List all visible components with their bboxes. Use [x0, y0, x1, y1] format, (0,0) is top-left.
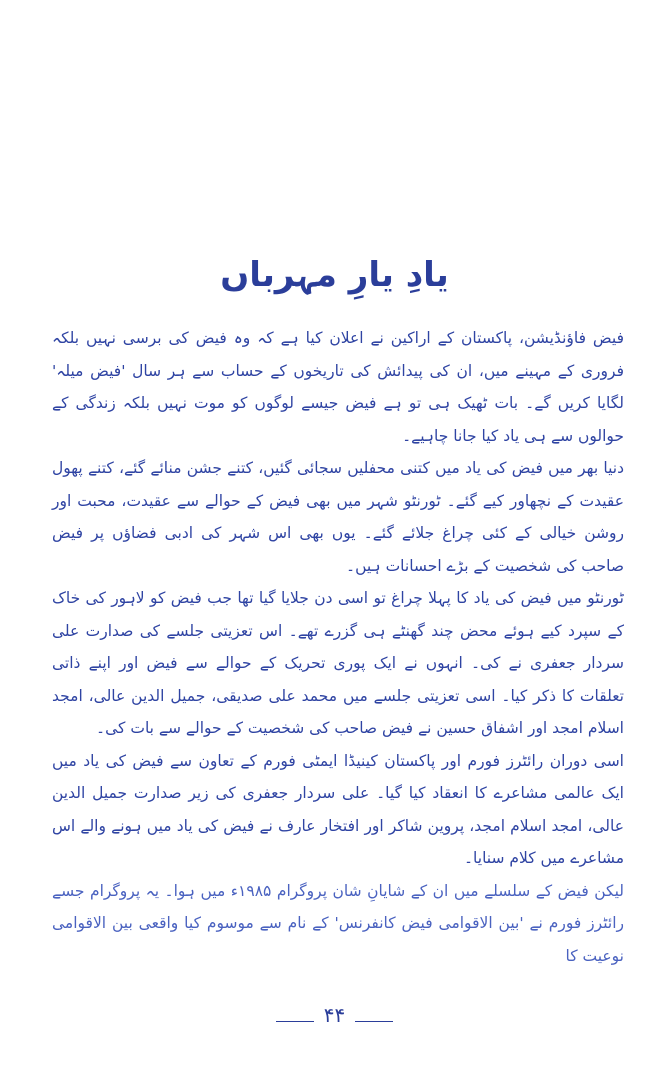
page-footer	[0, 1003, 669, 1027]
page-number: ۴۴	[323, 1003, 346, 1027]
page-title: یادِ یارِ مہرباں	[220, 254, 449, 295]
paragraph-4: اسی دوران رائٹرز فورم اور پاکستان کینیڈا ایمٹی فورم کے تعاون سے فیض کی یاد میں ایک عالمی مشاعرے کا انعقاد کیا گیا۔ علی سردار جعفری کی زیر صدارت جمیل الدین عالی، امجد اسلام امجد، پروین شاکر اور افتخار عارف نے فیض کی یاد میں ہونے والے اس مشاعرے میں کلام سنایا۔	[52, 751, 624, 867]
body-text	[52, 322, 624, 972]
paragraph-2: دنیا بھر میں فیض کی یاد میں کتنی محفلیں سجائی گئیں، کتنے جشن منائے گئے، کتنے پھول عقیدت کے نچھاور کیے گئے۔ ٹورنٹو شہر میں بھی فیض کے حوالے سے عقیدت، محبت اور روشن خیالی کے کئی چراغ جلائے گئے۔ یوں بھی اس شہر کی ادبی فضاؤں پر فیض صاحب کی شخصیت کے بڑے احسانات ہیں۔	[52, 459, 624, 575]
paragraph-1: فیض فاؤنڈیشن، پاکستان کے اراکین نے اعلان کیا ہے کہ وہ فیض کی برسی نہیں بلکہ فروری کے مہینے میں، ان کی پیدائش کی تاریخوں کے حساب سے ہر سال 'فیض میلہ' لگایا کریں گے۔ بات ٹھیک ہی تو ہے فیض جیسے لوگوں کو موت نہیں بلکہ زندگی کے حوالوں سے ہی یاد کیا جانا چاہیے۔	[52, 329, 624, 445]
footer-dash-left	[276, 1021, 314, 1022]
paragraph-3: ٹورنٹو میں فیض کی یاد کا پہلا چراغ تو اسی دن جلایا گیا تھا جب فیض کو لاہور کی خاک کے سپرد کیے ہوئے محض چند گھنٹے ہی گزرے تھے۔ اس تعزیتی جلسے کی صدارت علی سردار جعفری نے کی۔ انہوں نے ایک پوری تحریک کے حوالے سے فیض اور اپنے ذاتی تعلقات کا ذکر کیا۔ اسی تعزیتی جلسے میں محمد علی صدیقی، جمیل الدین عالی، امجد اسلام امجد اور اشفاق حسین نے فیض صاحب کی شخصیت کے حوالے سے بات کی۔	[52, 589, 624, 737]
footer-dash-right	[355, 1021, 393, 1022]
paragraph-5: لیکن فیض کے سلسلے میں ان کے شایانِ شان پروگرام ۱۹۸۵ء میں ہوا۔ یہ پروگرام جسے رائٹرز فورم نے 'بین الاقوامی فیض کانفرنس' کے نام سے موسوم کیا واقعی بین الاقوامی نوعیت کا	[52, 881, 624, 965]
